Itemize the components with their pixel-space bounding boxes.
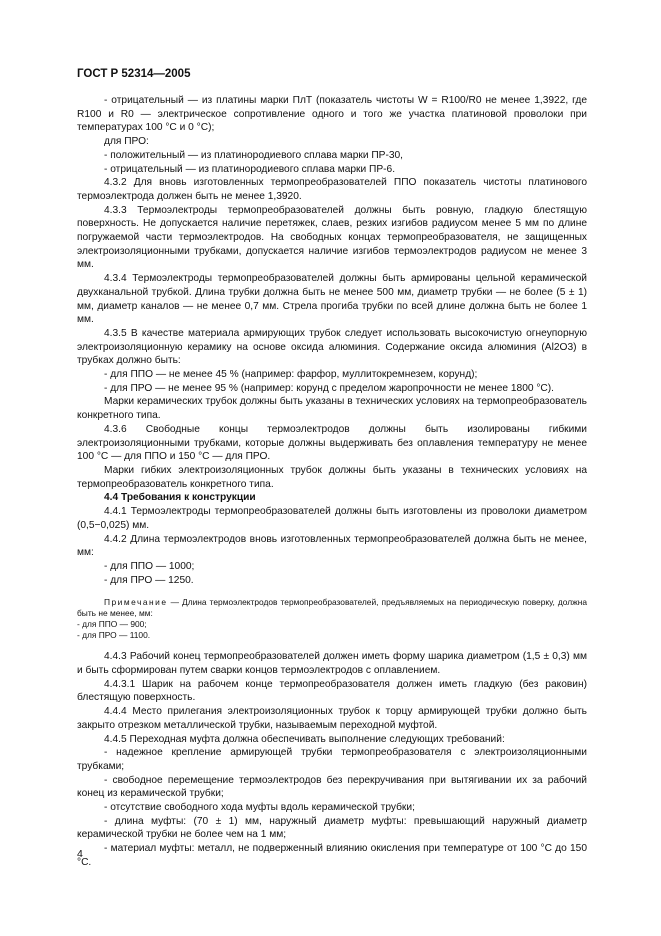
note-label: Примечание (104, 597, 168, 608)
list-item: - длина муфты: (70 ± 1) мм, наружный диаметр муфты: превышающий наружный диаметр керамической трубки не более чем на 1 мм; (77, 815, 587, 841)
note (77, 597, 587, 619)
paragraph: Марки гибких электроизоляционных трубок должны быть указаны в технических условиях на термопреобразователь конкретного типа. (77, 464, 587, 490)
paragraph-4-4-5: 4.4.5 Переходная муфта должна обеспечивать выполнение следующих требований: (104, 733, 505, 745)
paragraph: Марки керамических трубок должны быть указаны в технических условиях на термопреобразователь конкретного типа. (77, 396, 587, 422)
paragraph-4-4-1: 4.4.1 Термоэлектроды термопреобразователей должны быть изготовлены из проволоки диаметром (0,5−0,025) мм. (77, 506, 587, 531)
paragraph-4-4-3-1: 4.4.3.1 Шарик на рабочем конце термопреобразователя должен иметь гладкую (без раковин) блестящую поверхность. (77, 678, 587, 704)
note-item: - для ПРО — 1100. (77, 630, 151, 641)
section-heading-4-4: 4.4 Требования к конструкции (104, 492, 256, 504)
page-number: 4 (77, 848, 83, 860)
paragraph-4-3-5: 4.3.5 В качестве материала армирующих трубок следует использовать высокочистую огнеупорную электроизоляционную керамику на основе оксида алюминия. Содержание оксида алюминия (Al2O3) в трубках должно быть: (77, 327, 587, 367)
list-item: - для ПРО — не менее 95 % (например: корунд с пределом жаропрочности не менее 1800 °С). (104, 382, 555, 394)
list-item: - материал муфты: металл, не подверженный влиянию окисления при температуре от 100 °С до 150 °С. (77, 843, 587, 868)
list-item: - для ПРО — 1250. (104, 574, 194, 586)
list-item: - для ППО — не менее 45 % (например: фарфор, муллитокремнезем, корунд); (104, 369, 478, 381)
document-header: ГОСТ Р 52314—2005 (77, 68, 191, 80)
paragraph-4-3-4: 4.3.4 Термоэлектроды термопреобразователей должны быть армированы цельной керамической двухканальной трубкой. Длина трубки должна быть не менее 500 мм, диаметр трубки — не более (5 ± 1) мм, диаметр каналов — не менее 0,7 мм. Стрела прогиба трубки по всей длине должна быть не более 1 мм. (77, 273, 587, 326)
paragraph-4-4-4: 4.4.4 Место прилегания электроизоляционных трубок к торцу армирующей трубки должно быть закрыто отрезком металлической трубки, называемым переходной муфтой. (77, 706, 587, 731)
list-item: - для ППО — 1000; (104, 560, 195, 572)
list-item: - свободное перемещение термоэлектродов без перекручивания при вытягивании их за рабочий конец из керамической трубки; (77, 774, 587, 800)
paragraph-4-3-3: 4.3.3 Термоэлектроды термопреобразователей должны быть ровную, гладкую блестящую поверхность. Не допускается наличие перетяжек, слаев, резких изгибов радиусом менее 5 мм по длине погружаемой части термоэлектродов. На свободных концах термопреобразователя, не защищенных электроизоляционными трубками, допускается наличие изгибов термоэлектродов радиусом не менее 3 мм. (77, 204, 587, 271)
note-text: — Длина термоэлектродов термопреобразователей, предъявляемых на периодическую поверку, должна быть не менее, мм: (77, 597, 588, 619)
paragraph: для ПРО: (104, 136, 149, 148)
list-item: - положительный — из платинородиевого сплава марки ПР-30, (104, 149, 404, 161)
paragraph: - отрицательный — из платины марки ПлТ (показатель чистоты W = R100/R0 не менее 1,3922, где R100 и R0 — электрическое сопротивление одного и того же участка платиновой проволоки при температурах 100 °С и 0 °С); (77, 95, 587, 134)
paragraph-4-4-3: 4.4.3 Рабочий конец термопреобразователей должен иметь форму шарика диаметром (1,5 ± 0,3) мм и быть сформирован путем сварки концов термоэлектродов с оплавлением. (77, 651, 587, 677)
paragraph-4-3-2: 4.3.2 Для вновь изготовленных термопреобразователей ППО показатель чистоты платинового термоэлектрода должен быть не менее 1,3920. (77, 177, 587, 202)
document-body (77, 94, 587, 870)
paragraph-4-3-6: 4.3.6 Свободные концы термоэлектродов должны быть изолированы гибкими электроизоляционными трубками, которые должны выдерживать без оплавления температуру не менее 100 °С — для ППО и 150 °С — для ПРО. (77, 423, 587, 463)
list-item: - надежное крепление армирующей трубки термопреобразователя с электроизоляционными трубками; (77, 747, 587, 772)
list-item: - отрицательный — из платинородиевого сплава марки ПР-6. (104, 163, 396, 175)
list-item: - отсутствие свободного хода муфты вдоль керамической трубки; (104, 802, 415, 814)
paragraph-4-4-2: 4.4.2 Длина термоэлектродов вновь изготовленных термопреобразователей должна быть не менее, мм: (77, 533, 587, 559)
note-item: - для ППО — 900; (77, 619, 147, 630)
